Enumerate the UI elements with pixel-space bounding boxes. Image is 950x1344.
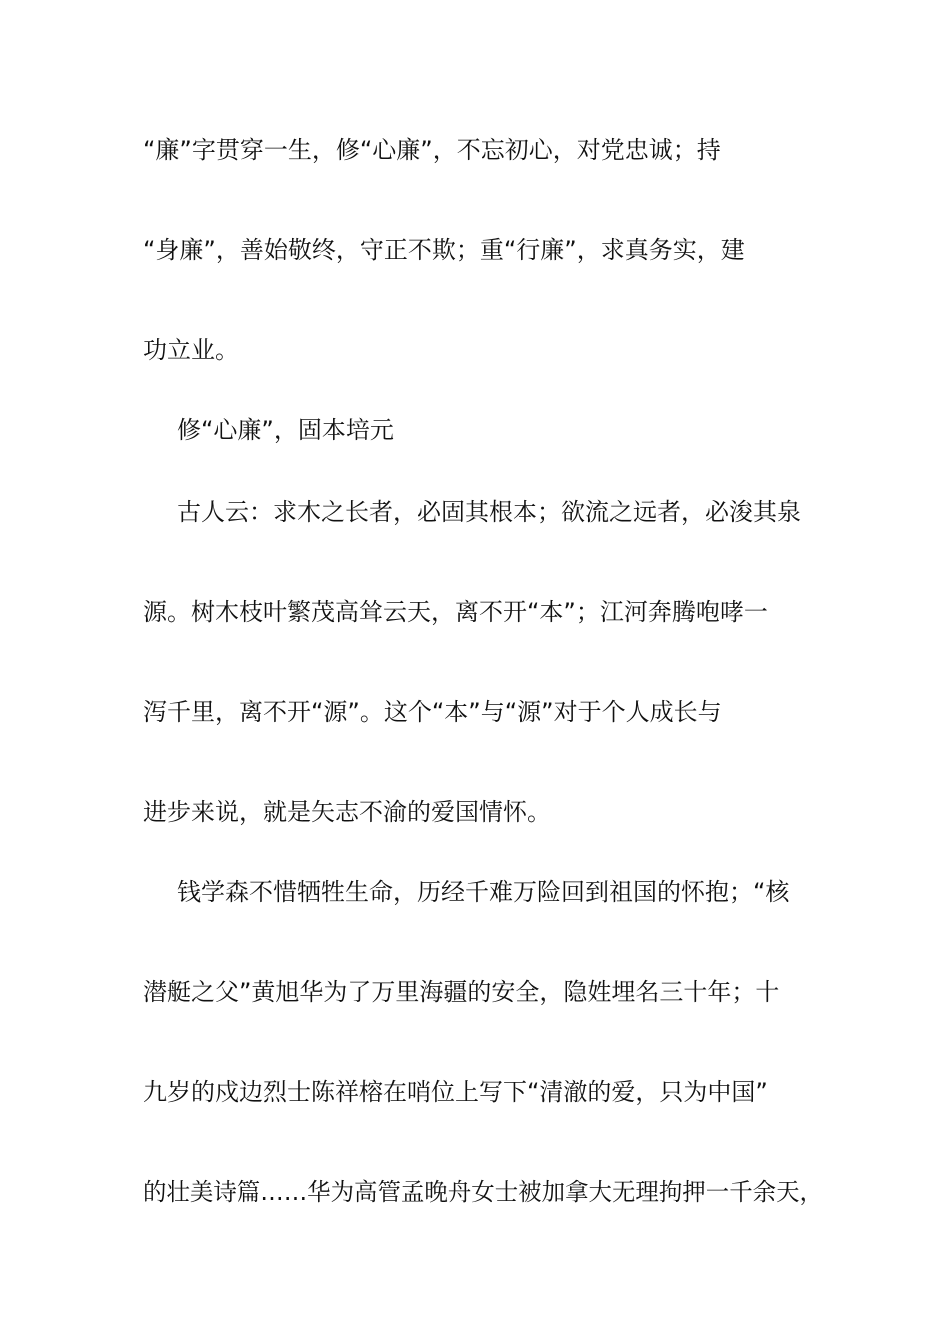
text-line-6: 源。树木枝叶繁茂高耸云天，离不开“本”；江河奔腾咆哮一	[143, 598, 768, 626]
text-line-2: “身廉”，善始敬终，守正不欺；重“行廉”，求真务实，建	[143, 236, 745, 264]
text-line-1: “廉”字贯穿一生，修“心廉”，不忘初心，对党忠诚；持	[143, 136, 721, 164]
text-line-9: 钱学森不惜牺牲生命，历经千难万险回到祖国的怀抱；“核	[177, 878, 790, 906]
section-heading: 修“心廉”，固本培元	[177, 416, 394, 444]
text-line-3: 功立业。	[143, 336, 239, 364]
text-line-11: 九岁的戍边烈士陈祥榕在哨位上写下“清澈的爱，只为中国”	[143, 1078, 768, 1106]
text-line-7: 泻千里，离不开“源”。这个“本”与“源”对于个人成长与	[143, 698, 722, 726]
text-line-5: 古人云：求木之长者，必固其根本；欲流之远者，必浚其泉	[177, 498, 801, 526]
text-line-8: 进步来说，就是矢志不渝的爱国情怀。	[143, 798, 551, 826]
text-line-12: 的壮美诗篇……华为高管孟晚舟女士被加拿大无理拘押一千余天，	[143, 1178, 823, 1206]
text-line-10: 潜艇之父”黄旭华为了万里海疆的安全，隐姓埋名三十年；十	[143, 978, 780, 1006]
